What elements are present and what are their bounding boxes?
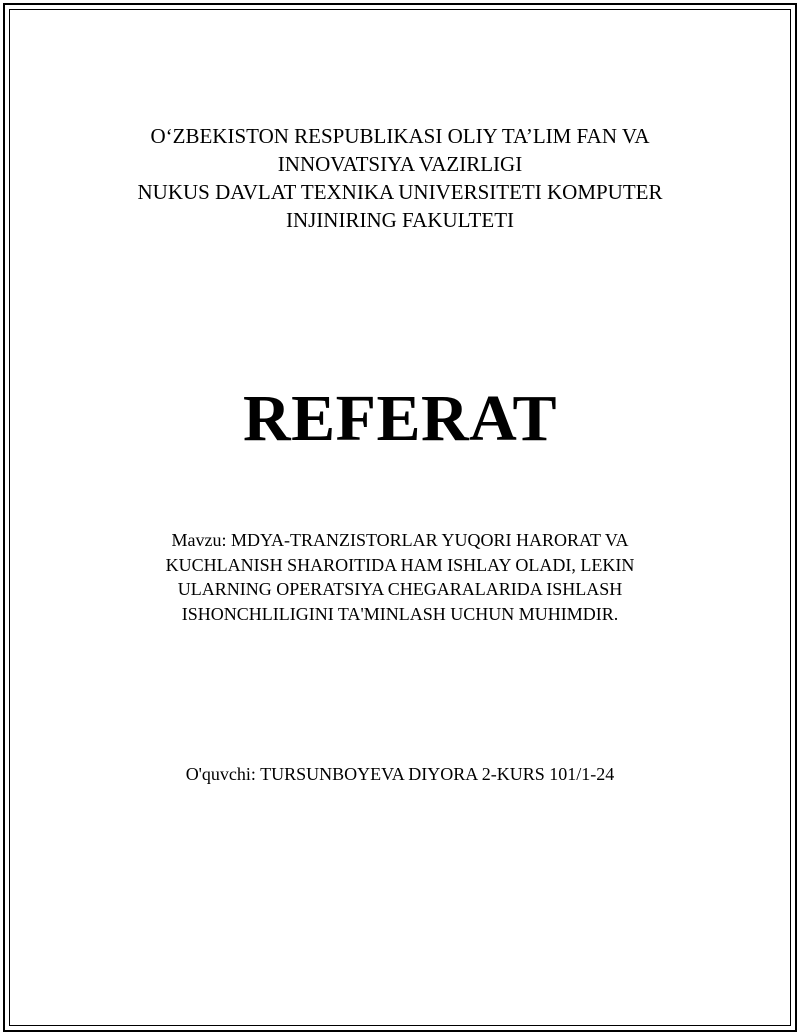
topic-line: ISHONCHLILIGINI TA'MINLASH UCHUN MUHIMDIR. (181, 603, 619, 624)
header-line: INNOVATSIYA VAZIRLIGI (277, 152, 523, 176)
topic-line: ULARNING OPERATSIYA CHEGARALARIDA ISHLASH (177, 579, 623, 599)
header-line: O‘ZBEKISTON RESPUBLIKASI OLIY TA’LIM FAN VA (150, 124, 650, 148)
institution-header (0, 122, 800, 234)
topic-line: Mavzu: MDYA-TRANZISTORLAR YUQORI HARORAT VA (171, 530, 629, 550)
student-info: O'quvchi: TURSUNBOYEVA DIYORA 2-KURS 101/1-24 (185, 764, 615, 784)
header-line: INJINIRING FAKULTETI (285, 208, 515, 232)
topic-line: KUCHLANISH SHAROITIDA HAM ISHLAY OLADI, LEKIN (165, 554, 635, 575)
document-title: REFERAT (243, 382, 557, 455)
header-line: NUKUS DAVLAT TEXNIKA UNIVERSITETI KOMPUTER (137, 180, 663, 204)
topic-block (0, 528, 800, 626)
